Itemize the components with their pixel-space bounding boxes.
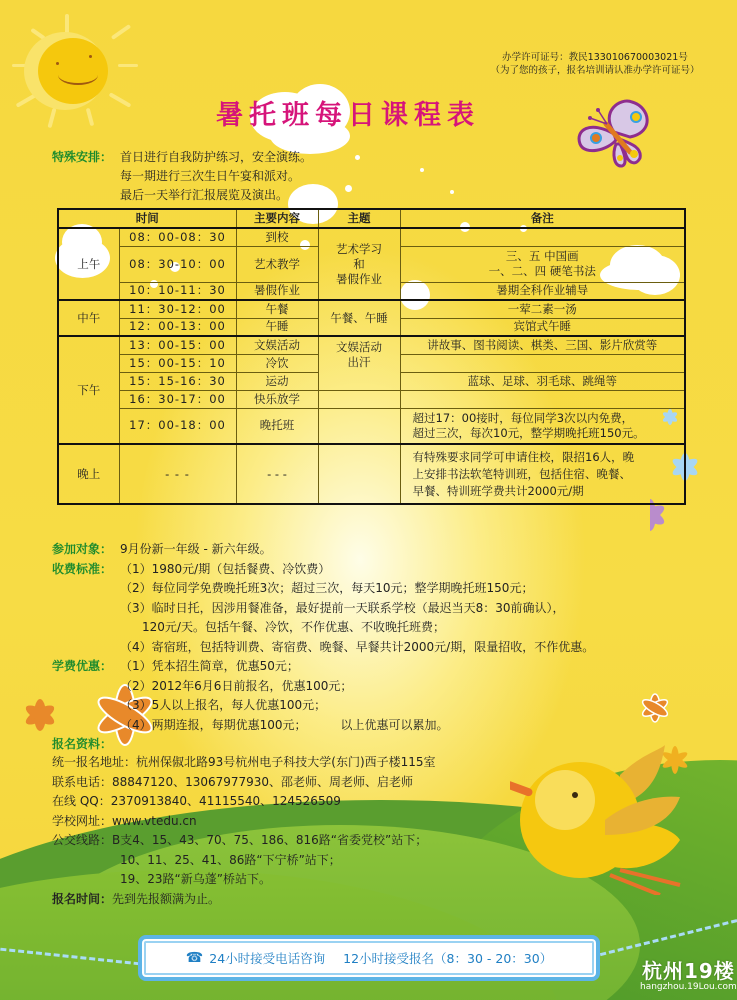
page-title: 暑托班每日课程表 <box>216 100 480 131</box>
reg-time-value: 先到先报额满为止。 <box>112 891 221 906</box>
content-cell: 艺术教学 <box>236 246 318 282</box>
note-cell: 宾馆式午睡 <box>400 318 685 336</box>
time-cell: 17：00-18：00 <box>119 408 236 444</box>
yellow-bird-illustration <box>510 745 710 895</box>
header-content: 主要内容 <box>236 209 318 228</box>
content-cell: 暑假作业 <box>236 282 318 300</box>
table-header <box>58 209 685 228</box>
license-info <box>455 51 735 77</box>
fee-item-3: （3）临时日托，因涉用餐准备，最好提前一天联系学校（最迟当天8：30前确认）， <box>120 600 565 615</box>
phone-icon: ☎ <box>185 950 204 966</box>
special-label: 特殊安排： <box>52 150 113 164</box>
special-line-3: 最后一天举行汇报展览及演出。 <box>120 188 289 202</box>
time-cell: 15：15-16：30 <box>119 372 236 390</box>
period-morning: 上午 <box>58 228 119 300</box>
discounts-label: 学费优惠： <box>52 659 113 673</box>
registration-address: 统一报名地址：杭州保俶北路93号杭州电子科技大学(东门)西子楼115室 <box>52 755 436 769</box>
theme-noon: 午餐、午睡 <box>318 300 400 336</box>
note-cell <box>400 228 685 246</box>
header-notes: 备注 <box>400 209 685 228</box>
participants-value: 9月份新一年级 - 新六年级。 <box>120 542 272 556</box>
registration-section <box>52 753 436 909</box>
time-cell: 15：00-15：10 <box>119 354 236 372</box>
note-cell: 超过17：00接时，每位同学3次以内免费， 超过三次，每次10元，整学期晚托班150元。 <box>400 408 685 444</box>
period-noon: 中午 <box>58 300 119 336</box>
watermark-url: hangzhou.19Lou.com <box>640 982 737 992</box>
participants-label: 参加对象： <box>52 542 113 556</box>
fee-item-1: （1）1980元/期（包括餐费、冷饮费） <box>120 561 331 576</box>
theme-cell <box>318 444 400 504</box>
fee-item-4: （4）寄宿班，包括特训费、寄宿费、晚餐、早餐共计2000元/期，限量招收，不作优惠。 <box>120 639 595 654</box>
license-reminder: （为了您的孩子，报名培训请认准办学许可证号） <box>490 65 700 76</box>
header-time: 时间 <box>58 209 236 228</box>
bus-route-3: 19、23路“新乌蓬”桥站下。 <box>120 872 271 886</box>
special-arrangements <box>52 148 312 205</box>
special-line-2: 每一期进行三次生日午宴和派对。 <box>120 169 301 183</box>
fees-section <box>52 540 594 657</box>
bus-route-2: 10、11、25、41、86路“下宁桥”站下； <box>120 852 341 867</box>
discount-item-3: （3）5人以上报名，每人优惠100元； <box>120 698 327 712</box>
discount-note: 以上优惠可以累加。 <box>340 717 449 732</box>
banner-register-hours: 12小时接受报名（8：30 - 20：30） <box>343 951 553 966</box>
content-cell: 运动 <box>236 372 318 390</box>
theme-cell <box>318 408 400 444</box>
time-cell: 10：10-11：30 <box>119 282 236 300</box>
theme-morning: 艺术学习 和 暑假作业 <box>318 228 400 300</box>
fees-label: 收费标准： <box>52 561 113 576</box>
content-cell: - - - <box>236 444 318 504</box>
discounts-section <box>52 657 449 755</box>
note-cell: 三、五 中国画 一、二、四 硬笔书法 <box>400 246 685 282</box>
note-cell: 讲故事、图书阅读、棋类、三国、影片欣赏等 <box>400 336 685 354</box>
watermark-brand: 杭州19楼 <box>641 959 735 983</box>
theme-cell <box>318 390 400 408</box>
fee-item-2: （2）每位同学免费晚托班3次；超过三次，每天10元；整学期晚托班150元； <box>120 581 534 595</box>
note-cell <box>400 390 685 408</box>
table-row <box>58 228 685 246</box>
schedule-table <box>57 208 686 505</box>
time-cell: 08：30-10：00 <box>119 246 236 282</box>
time-cell: 12：00-13：00 <box>119 318 236 336</box>
bus-route-1: 公交线路：B支4、15、43、70、75、186、816路“省委党校”站下； <box>52 833 428 847</box>
registration-label: 报名资料： <box>52 737 113 751</box>
content-cell: 文娱活动 <box>236 336 318 354</box>
period-evening: 晚上 <box>58 444 119 504</box>
content-cell: 快乐放学 <box>236 390 318 408</box>
special-line-1: 首日进行自我防护练习，安全演练。 <box>120 150 313 164</box>
banner-consult: 24小时接受电话咨询 <box>209 951 326 966</box>
table-row <box>58 444 685 504</box>
registration-phone: 联系电话：88847120、13067977930、邵老师、周老师、启老师 <box>52 774 414 789</box>
discount-item-1: （1）凭本招生简章，优惠50元； <box>120 659 299 673</box>
note-cell <box>400 354 685 372</box>
content-cell: 午餐 <box>236 300 318 318</box>
registration-qq: 在线 QQ：2370913840、41115540、124526509 <box>52 794 341 808</box>
time-cell: - - - <box>119 444 236 504</box>
period-afternoon: 下午 <box>58 336 119 444</box>
content-cell: 晚托班 <box>236 408 318 444</box>
note-cell: 有特殊要求同学可申请住校，限招16人，晚 上安排书法软笔特训班，包括住宿、晚餐、 早餐、特训班学费共计2000元/期 <box>400 444 685 504</box>
content-cell: 到校 <box>236 228 318 246</box>
butterfly-icon <box>570 92 665 172</box>
content-cell: 冷饮 <box>236 354 318 372</box>
fee-item-3-cont: 120元/天。包括午餐、冷饮，不作优惠、不收晚托班费； <box>142 620 445 634</box>
content-cell: 午睡 <box>236 318 318 336</box>
note-cell: 蓝球、足球、羽毛球、跳绳等 <box>400 372 685 390</box>
hotline-banner <box>138 935 600 981</box>
watermark-logo <box>640 955 737 992</box>
time-cell: 11：30-12：00 <box>119 300 236 318</box>
note-cell: 一荤二素一汤 <box>400 300 685 318</box>
license-number: 办学许可证号：教民133010670003021号 <box>502 52 688 63</box>
registration-website: 学校网址：www.vtedu.cn <box>52 813 197 828</box>
table-row <box>58 408 685 444</box>
table-row <box>58 390 685 408</box>
time-cell: 16：30-17：00 <box>119 390 236 408</box>
time-cell: 08：00-08：30 <box>119 228 236 246</box>
header-theme: 主题 <box>318 209 400 228</box>
table-row <box>58 336 685 354</box>
reg-time-label: 报名时间： <box>52 891 113 906</box>
discount-item-2: （2）2012年6月6日前报名，优惠100元； <box>120 678 353 693</box>
time-cell: 13：00-15：00 <box>119 336 236 354</box>
discount-item-4: （4）两期连报，每期优惠100元； <box>120 717 307 732</box>
theme-afternoon: 文娱活动 出汗 <box>318 336 400 390</box>
table-row <box>58 300 685 318</box>
note-cell: 暑期全科作业辅导 <box>400 282 685 300</box>
